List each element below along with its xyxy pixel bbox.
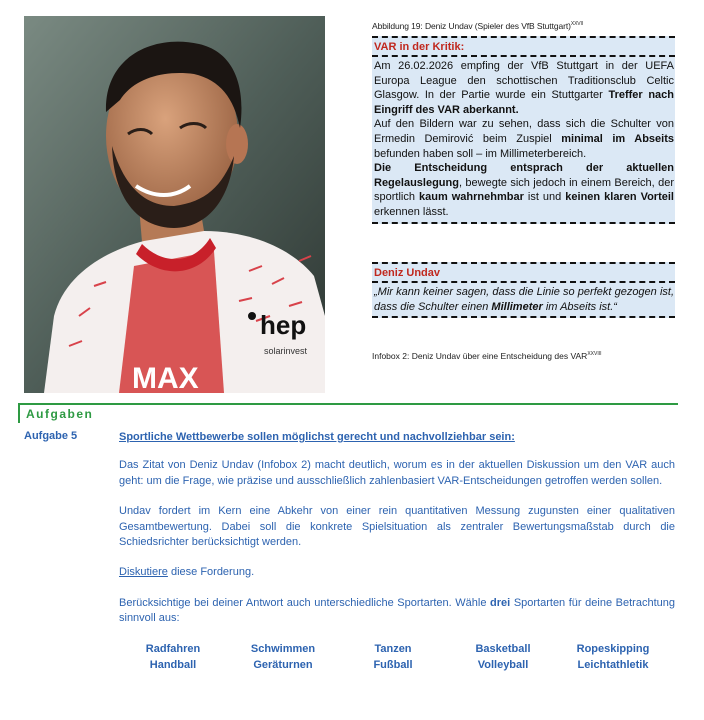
sport-item: Volleyball: [477, 659, 529, 671]
sport-item: Basketball: [475, 643, 531, 655]
task-body: [119, 430, 675, 642]
infobox-paragraph: Die Entscheidung entsprach der aktuellen Regelauslegung, bewegte sich jedoch in einem Bereich, der sportlich kaum wahrnehmbar ist und keinen klaren Vorteil erkennen lässt.: [374, 162, 674, 218]
infobox-title: VAR in der Kritik:: [374, 41, 465, 53]
task-paragraph: Diskutiere diese Forderung.: [119, 566, 255, 579]
sport-item: Tanzen: [374, 643, 412, 655]
task-paragraph: Berücksichtige bei deiner Antwort auch unterschiedliche Sportarten. Wähle drei Sportarten für deine Betrachtung sinnvoll aus:: [119, 596, 675, 625]
quote-text: „Mir kann keiner sagen, dass die Linie so perfekt gezogen ist, dass die Schulter einen Millimeter im Abseits ist.“: [374, 286, 674, 313]
figure-caption: Abbildung 19: Deniz Undav (Spieler des VfB Stuttgart)$^{XXVII}$: [372, 21, 584, 31]
infobox-paragraph: Am 26.02.2026 empfing der VfB Stuttgart in der UEFA Europa League den schottischen Traditionsclub Celtic Glasgow. In der Partie wurde ein Stuttgarter Treffer nach Eingriff des VAR aberkannt.: [374, 60, 674, 116]
task-number: Aufgabe 5: [24, 430, 78, 442]
infobox-title: Deniz Undav: [374, 267, 441, 279]
sport-item: Geräturnen: [253, 659, 313, 671]
tasks-header: [18, 403, 678, 423]
sport-item: Fußball: [373, 659, 413, 671]
shirt-front-text: MAX: [132, 362, 199, 393]
infobox-body: [372, 57, 675, 222]
sport-item: Leichtathletik: [577, 659, 649, 671]
player-photo: [24, 16, 325, 393]
infobox-paragraph: Auf den Bildern war zu sehen, dass sich die Schulter von Ermedin Demirović beim Zuspiel minimal im Abseits befunden haben soll – im Millimeterbereich.: [374, 118, 674, 160]
tasks-header-label: Aufgaben: [26, 407, 94, 421]
task-lead: Sportliche Wettbewerbe sollen möglichst gerecht und nachvollziehbar sein:: [119, 431, 515, 443]
shirt-sponsor-sub: solarinvest: [264, 346, 308, 356]
sport-item: Schwimmen: [250, 643, 316, 655]
infobox-var-critique: [372, 36, 675, 224]
infobox-caption: Infobox 2: Deniz Undav über eine Entscheidung des $VAR^{XXVIII}$: [372, 351, 602, 361]
task-paragraph: Undav fordert im Kern eine Abkehr von einer rein quantitativen Messung zugunsten einer qualitativen Gesamtbewertung. Dabei soll die konkrete Spielsituation als zentraler Bewertungsmaßstab durch die Schiedsrichter berücksichtigt werden.: [119, 505, 675, 549]
sports-list: [118, 642, 698, 673]
sport-item: Ropeskipping: [576, 643, 650, 655]
divider: [372, 222, 675, 224]
sport-item: Handball: [149, 659, 197, 671]
shirt-sponsor: hep: [260, 310, 307, 340]
task-paragraph: Das Zitat von Deniz Undav (Infobox 2) macht deutlich, worum es in der aktuellen Diskussion um den VAR auch geht: um die Frage, wie präzise und ausschließlich zahlenbasiert VAR-Entscheidungen getroffen werden sollen.: [119, 459, 675, 487]
sport-item: Radfahren: [145, 643, 201, 655]
player-photo-illustration: [24, 16, 325, 393]
divider: [372, 316, 675, 318]
infobox-undav-quote: [372, 262, 675, 318]
operator-diskutiere: Diskutiere: [119, 566, 168, 579]
